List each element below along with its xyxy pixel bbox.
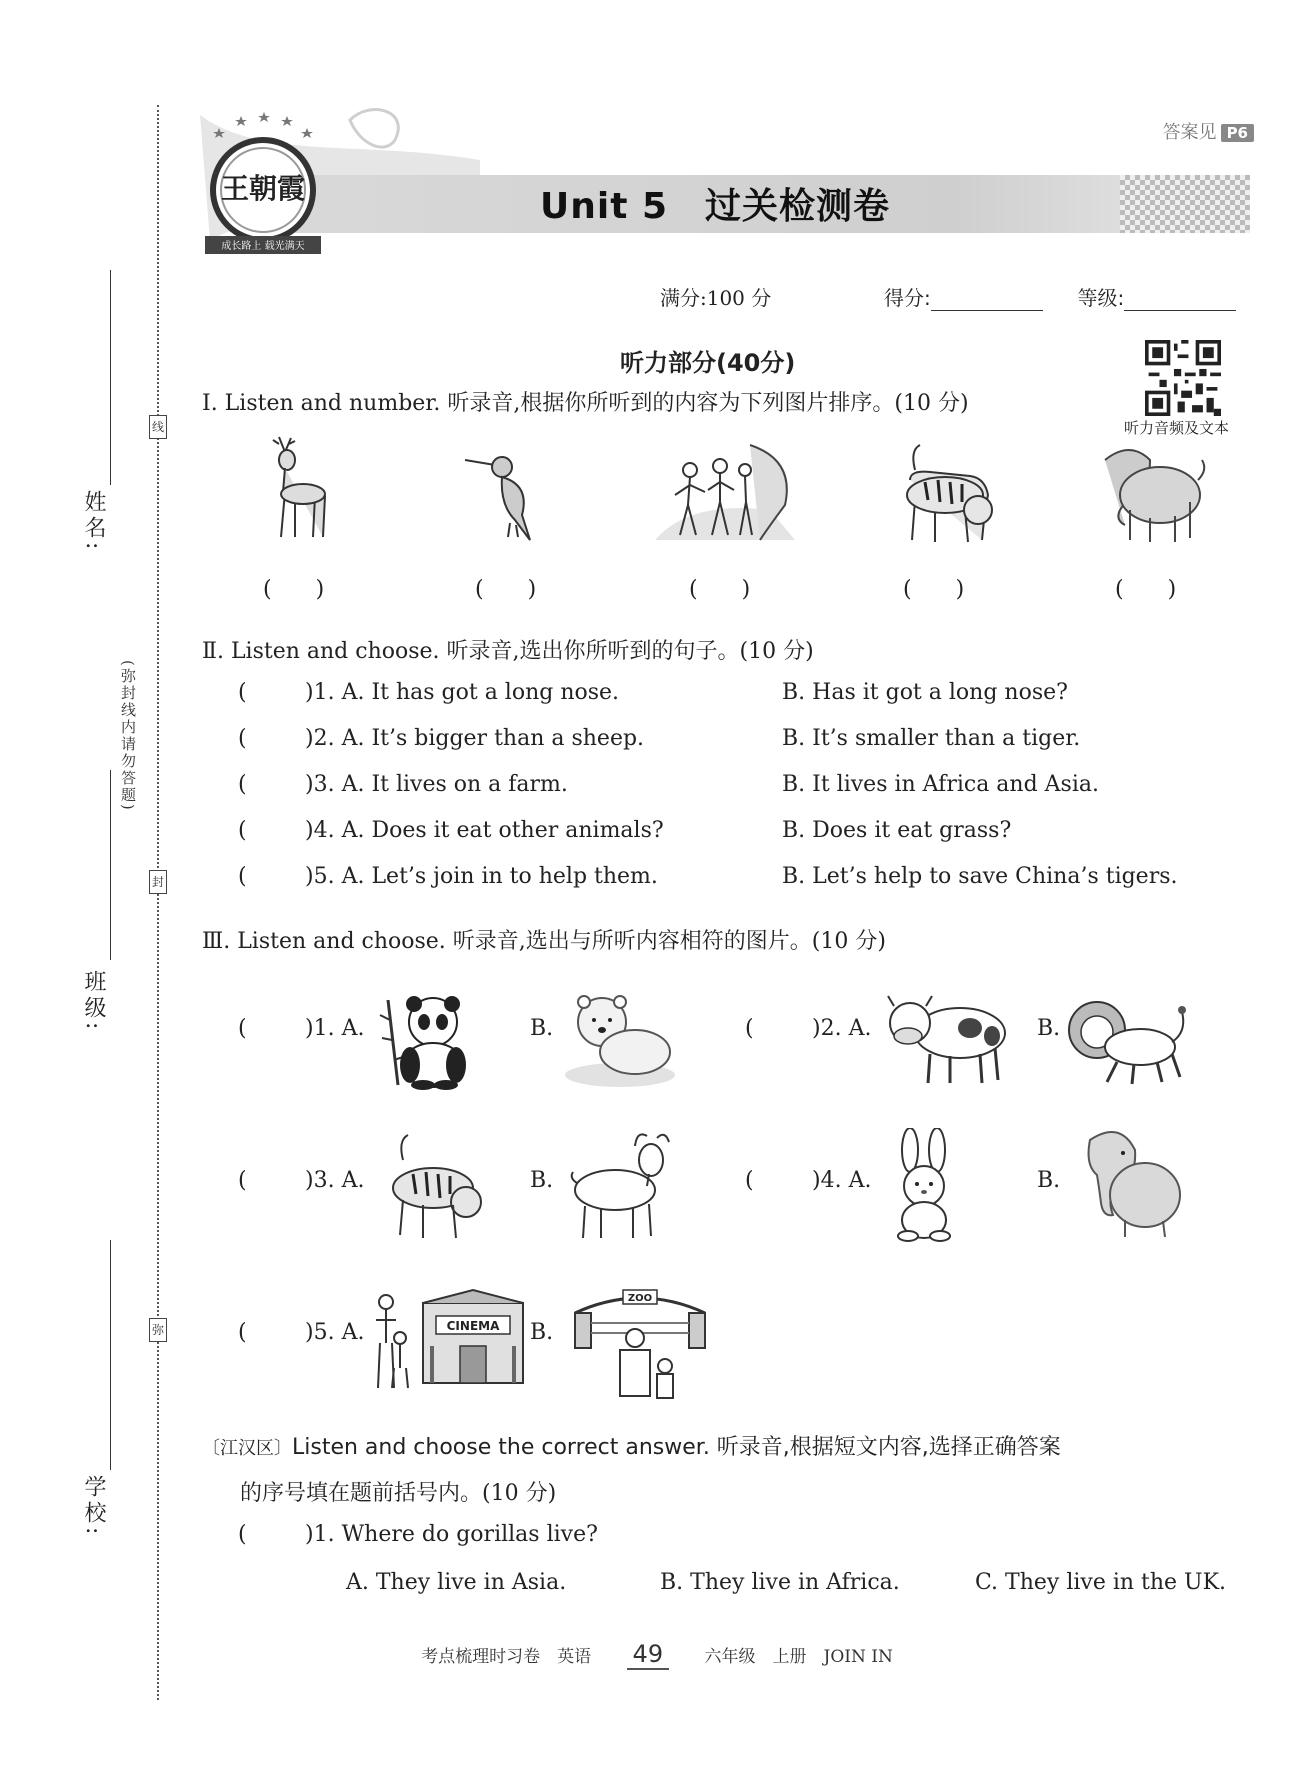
part3-item-2-b-label: B. <box>1037 1016 1061 1041</box>
name-blank-line <box>110 270 111 485</box>
part2-item-1-b: B. Has it got a long nose? <box>782 680 1068 705</box>
part2-open-paren[interactable]: ( <box>238 726 247 751</box>
school-blank-line <box>110 1240 111 1470</box>
binding-dotted-line <box>157 105 159 1700</box>
footer-book-title: 考点梳理时习卷 英语 <box>421 1647 592 1667</box>
school-label: 学校: <box>81 1475 106 1539</box>
part1-answer-4[interactable]: ( ) <box>903 577 965 602</box>
part3-item-3-num: )3. A. <box>305 1168 365 1193</box>
part3-item-4-b-label: B. <box>1037 1168 1061 1193</box>
polar-bear-icon <box>560 990 680 1090</box>
part1-answer-5[interactable]: ( ) <box>1115 577 1177 602</box>
page-footer <box>0 1640 1314 1670</box>
part2-item-2-a: )2. A. It’s bigger than a sheep. <box>305 726 645 751</box>
part2-open-paren[interactable]: ( <box>238 818 247 843</box>
part4-question-1: )1. Where do gorillas live? <box>305 1522 598 1547</box>
part3-item-2-num: )2. A. <box>812 1016 872 1041</box>
full-score: 满分:100 分 <box>660 286 772 310</box>
part4-heading-line2: 的序号填在题前括号内。(10 分) <box>240 1481 557 1506</box>
part2-item-3-b: B. It lives in Africa and Asia. <box>782 772 1099 797</box>
bird-icon <box>460 445 560 545</box>
rabbit-icon <box>882 1128 967 1243</box>
part3-item-3-b-label: B. <box>530 1168 554 1193</box>
part4-district-tag: 〔江汉区〕 <box>202 1438 292 1459</box>
panda-icon <box>378 990 478 1090</box>
listening-section-title: 听力部分(40分) <box>620 349 796 377</box>
qr-code-icon <box>1145 340 1221 416</box>
binding-mark-xian: 线 <box>149 415 167 439</box>
binding-mark-mi: 弥 <box>149 1318 167 1342</box>
part4-option-c: C. They live in the UK. <box>975 1570 1227 1595</box>
cow-icon <box>880 988 1010 1088</box>
binding-note: (弥封线内请勿答题) <box>119 660 137 812</box>
score-blank <box>931 310 1043 311</box>
part3-heading: Ⅲ. Listen and choose. 听录音,选出与所听内容相符的图片。(10 分) <box>202 929 886 954</box>
part3-item-4-num: )4. A. <box>812 1168 872 1193</box>
part1-answer-2[interactable]: ( ) <box>475 577 537 602</box>
part3-item-5-num: )5. A. <box>305 1320 365 1345</box>
part2-item-5-b: B. Let’s help to save China’s tigers. <box>782 864 1178 889</box>
part4-option-a: A. They live in Asia. <box>346 1570 567 1595</box>
name-label: 姓名: <box>81 490 106 554</box>
page-title: Unit 5 过关检测卷 <box>540 186 890 227</box>
grade-label: 等级: <box>1077 286 1125 310</box>
goat-icon <box>565 1128 680 1243</box>
part3-open-paren[interactable]: ( <box>745 1168 754 1193</box>
part2-open-paren[interactable]: ( <box>238 772 247 797</box>
elephant-icon <box>1075 1125 1185 1240</box>
part1-heading: Ⅰ. Listen and number. 听录音,根据你所听到的内容为下列图片排序。(10 分) <box>202 391 969 416</box>
deer-icon <box>255 432 345 552</box>
title-checker-pattern <box>1120 175 1250 233</box>
cinema-icon <box>368 1288 528 1398</box>
part2-item-5-a: )5. A. Let’s join in to help them. <box>305 864 658 889</box>
part1-answer-1[interactable]: ( ) <box>263 577 325 602</box>
logo-slogan: 成长路上 载光满天 <box>221 241 305 252</box>
part4-heading-line1 <box>202 1430 1061 1461</box>
answer-ref-page: P6 <box>1221 124 1254 142</box>
part2-item-2-b: B. It’s smaller than a tiger. <box>782 726 1081 751</box>
part3-open-paren[interactable]: ( <box>745 1016 754 1041</box>
footer-grade-info: 六年级 上册 JOIN IN <box>704 1647 893 1667</box>
part4-open-paren[interactable]: ( <box>238 1522 247 1547</box>
part3-item-1-b-label: B. <box>530 1016 554 1041</box>
score-label: 得分: <box>884 286 931 310</box>
zoo-sign: ZOO <box>627 1293 653 1304</box>
part3-open-paren[interactable]: ( <box>238 1016 247 1041</box>
part2-open-paren[interactable]: ( <box>238 864 247 889</box>
part3-item-1-num: )1. A. <box>305 1016 365 1041</box>
class-label: 班级: <box>81 970 106 1034</box>
part2-item-1-a: )1. A. It has got a long nose. <box>305 680 620 705</box>
part4-heading-text: Listen and choose the correct answer. 听录音,根据短文内容,选择正确答案 <box>292 1435 1061 1460</box>
lion-icon <box>1062 992 1192 1087</box>
elephant-icon <box>1090 440 1210 550</box>
part2-heading: Ⅱ. Listen and choose. 听录音,选出你所听到的句子。(10 分) <box>202 639 814 664</box>
zoo-icon <box>565 1278 715 1403</box>
cinema-sign: CINEMA <box>446 1319 500 1333</box>
tiger-icon <box>890 440 1000 555</box>
part4-option-b: B. They live in Africa. <box>660 1570 900 1595</box>
part2-item-3-a: )3. A. It lives on a farm. <box>305 772 568 797</box>
score-row <box>660 282 1236 311</box>
answer-ref-label: 答案见 <box>1162 122 1217 143</box>
class-blank-line <box>110 770 111 960</box>
page-number: 49 <box>627 1640 670 1670</box>
qr-caption: 听力音频及文本 <box>1124 419 1230 437</box>
people-icon <box>650 440 800 550</box>
part1-answer-3[interactable]: ( ) <box>689 577 751 602</box>
answer-reference <box>1163 118 1254 144</box>
part2-item-4-a: )4. A. Does it eat other animals? <box>305 818 664 843</box>
logo-name: 王朝霞 <box>220 172 306 205</box>
tiger-icon <box>378 1130 488 1245</box>
part3-open-paren[interactable]: ( <box>238 1320 247 1345</box>
binding-mark-feng: 封 <box>149 870 167 894</box>
brand-logo <box>195 108 325 258</box>
part3-open-paren[interactable]: ( <box>238 1168 247 1193</box>
part3-item-5-b-label: B. <box>530 1320 554 1345</box>
grade-blank <box>1124 310 1236 311</box>
part2-item-4-b: B. Does it eat grass? <box>782 818 1012 843</box>
part2-open-paren[interactable]: ( <box>238 680 247 705</box>
